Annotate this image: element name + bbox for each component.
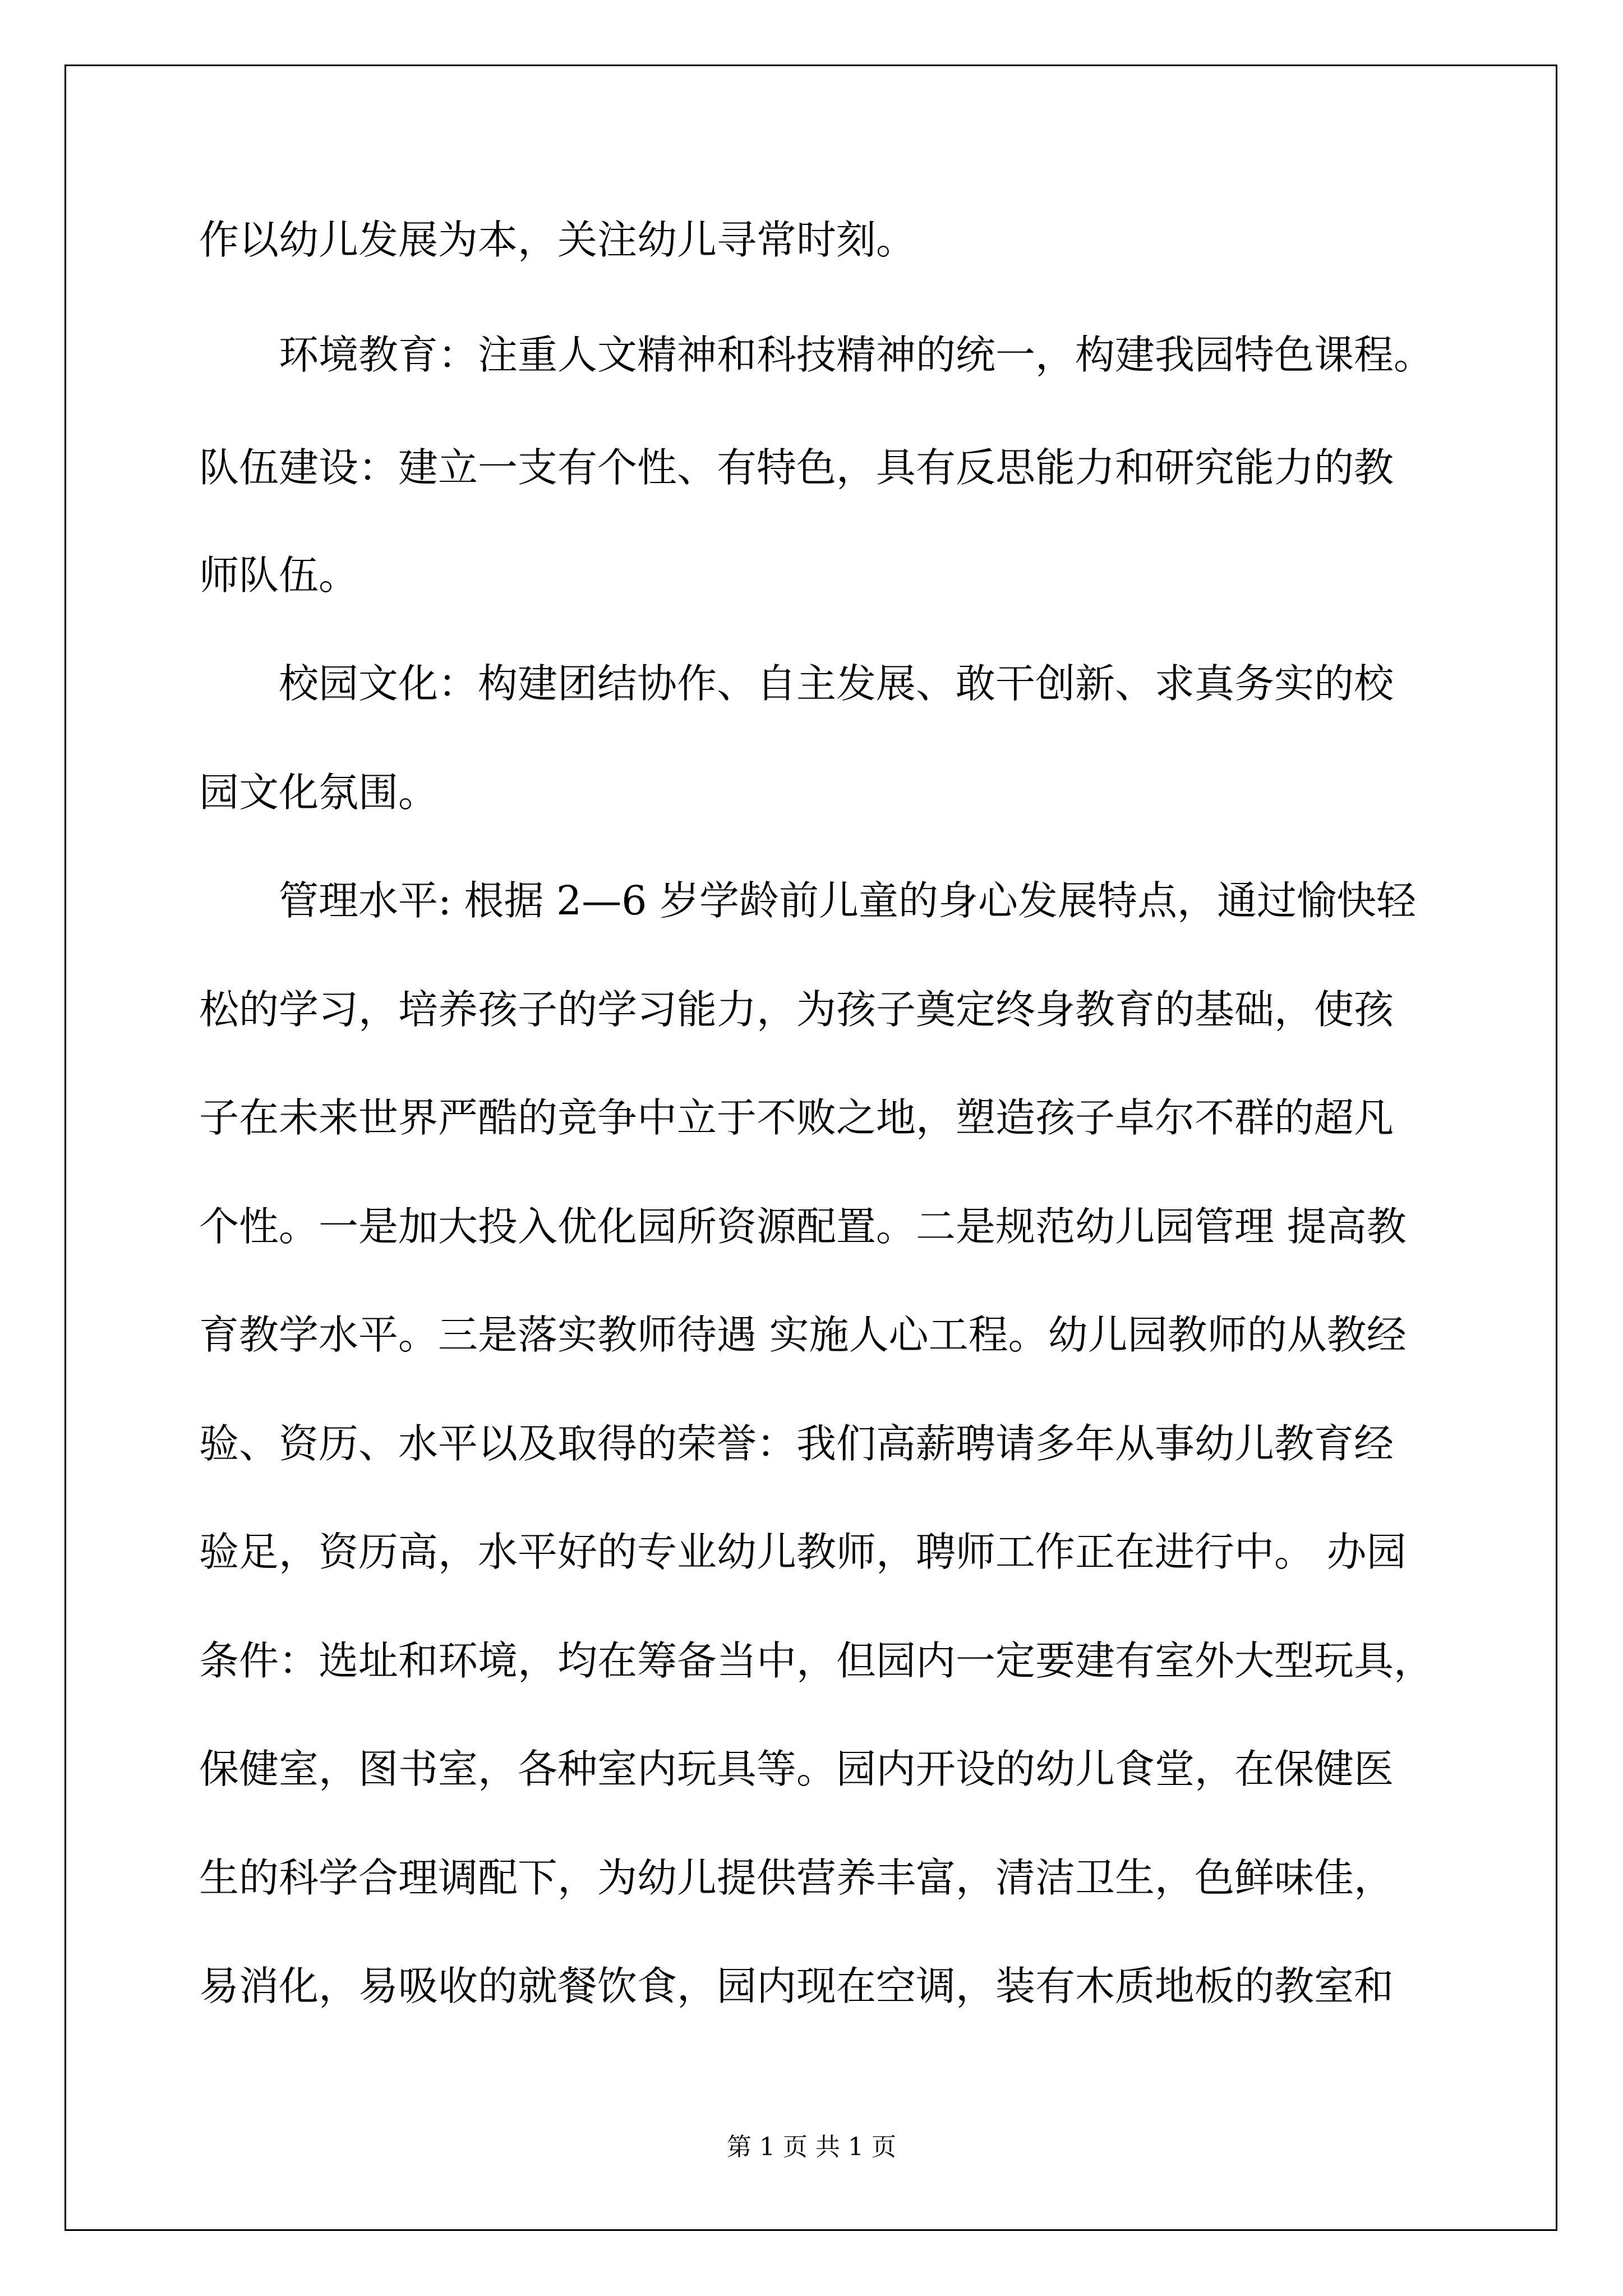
page-border xyxy=(64,65,1557,2231)
page-footer: 第 1 页 共 1 页 xyxy=(727,2133,896,2161)
text-line: 松的学习，培养孩子的学习能力，为孩子奠定终身教育的基础，使孩 xyxy=(199,986,1394,1033)
text-line: 个性。一是加大投入优化园所资源配置。二是规范幼儿园管理 提高教 xyxy=(199,1203,1407,1250)
text-line: 育教学水平。三是落实教师待遇 实施人心工程。幼儿园教师的从教经 xyxy=(199,1312,1407,1358)
text-line: 易消化，易吸收的就餐饮食，园内现在空调，装有木质地板的教室和 xyxy=(199,1963,1394,2009)
text-line: 生的科学合理调配下，为幼儿提供营养丰富，清洁卫生，色鲜味佳， xyxy=(199,1855,1394,1901)
text-line: 保健室，图书室，各种室内玩具等。园内开设的幼儿食堂，在保健医 xyxy=(199,1746,1394,1792)
text-line: 园文化氛围。 xyxy=(199,769,439,816)
text-line: 校园文化：构建团结协作、自主发展、敢干创新、求真务实的校 xyxy=(279,660,1394,707)
text-line: 验、资历、水平以及取得的荣誉：我们高薪聘请多年从事幼儿教育经 xyxy=(199,1420,1394,1467)
text-line: 师队伍。 xyxy=(199,552,359,599)
text-line: 队伍建设：建立一支有个性、有特色，具有反思能力和研究能力的教 xyxy=(199,444,1394,491)
text-line: 子在未来世界严酷的竞争中立于不败之地，塑造孩子卓尔不群的超凡 xyxy=(199,1094,1394,1141)
text-line: 管理水平: 根据 2—6 岁学龄前儿童的身心发展特点，通过愉快轻 xyxy=(279,877,1416,924)
text-line: 作以幼儿发展为本，关注幼儿寻常时刻。 xyxy=(199,217,916,263)
text-line: 条件：选址和环境，均在筹备当中，但园内一定要建有室外大型玩具， xyxy=(199,1637,1434,1684)
text-line: 环境教育：注重人文精神和科技精神的统一，构建我园特色课程。 xyxy=(279,332,1434,378)
text-line: 验足，资历高，水平好的专业幼儿教师，聘师工作正在进行中。 办园 xyxy=(199,1529,1407,1575)
